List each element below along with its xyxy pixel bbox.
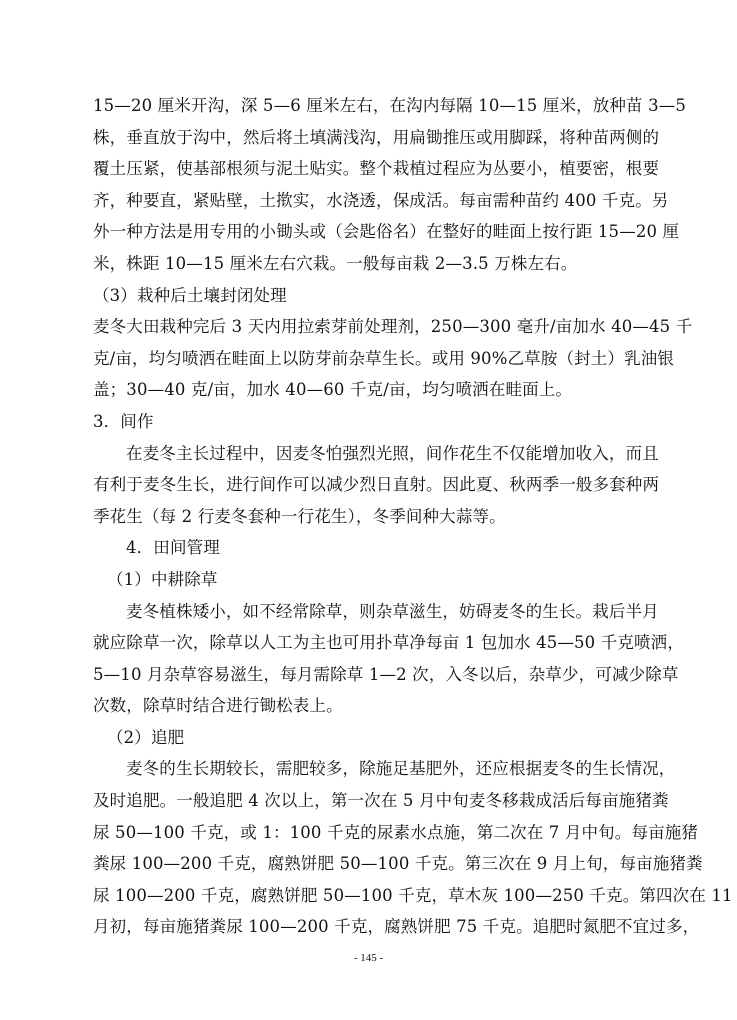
text-line: 外一种方法是用专用的小锄头或（会匙俗名）在整好的畦面上按行距 15—20 厘 <box>93 222 680 242</box>
text-line: 齐，种要直，紧贴壁，土揿实，水浇透，保成活。每亩需种苗约 400 千克。另 <box>93 190 669 210</box>
text-line: 盖；30—40 克/亩，加水 40—60 千克/亩，均匀喷洒在畦面上。 <box>93 380 573 400</box>
text-line: 麦冬的生长期较长，需肥较多，除施足基肥外，还应根据麦冬的生长情况， <box>126 759 676 779</box>
text-line: 次数，除草时结合进行锄松表上。 <box>93 696 343 716</box>
text-line: 及时追肥。一般追肥 4 次以上，第一次在 5 月中旬麦冬移栽成活后每亩施猪粪 <box>93 791 669 811</box>
section-heading: 3．间作 <box>93 411 154 431</box>
text-line: 月初，每亩施猪粪尿 100—200 千克，腐熟饼肥 75 千克。追肥时氮肥不宜过多， <box>93 917 700 937</box>
text-line: 5—10 月杂草容易滋生，每月需除草 1—2 次，入冬以后，杂草少，可减少除草 <box>93 664 679 684</box>
subsection-heading: （2）追肥 <box>107 727 185 747</box>
text-line: 麦冬植株矮小，如不经常除草，则杂草滋生，妨碍麦冬的生长。栽后半月 <box>126 601 659 621</box>
text-line: 尿 100—200 千克，腐熟饼肥 50—100 千克，草木灰 100—250 千克。第四次在 11 <box>93 885 733 905</box>
text-line: 15—20 厘米开沟，深 5—6 厘米左右，在沟内每隔 10—15 厘米，放种苗 3—5 <box>93 96 687 115</box>
text-line: 粪尿 100—200 千克，腐熟饼肥 50—100 千克。第三次在 9 月上旬，每亩施猪粪 <box>93 854 703 874</box>
text-line: 季花生（每 2 行麦冬套种一行花生），冬季间种大蒜等。 <box>93 506 506 526</box>
text-line: 克/亩，均匀喷洒在畦面上以防芽前杂草生长。或用 90%乙草胺（封土）乳油银 <box>93 348 675 368</box>
page-number: - 145 - <box>353 952 384 964</box>
text-line: 米，株距 10—15 厘米左右穴栽。一般每亩栽 2—3.5 万株左右。 <box>93 253 578 273</box>
text-line: 株，垂直放于沟中，然后将土填满浅沟，用扁锄推压或用脚踩，将种苗两侧的 <box>93 127 660 147</box>
text-line: 就应除草一次，除草以人工为主也可用扑草净每亩 1 包加水 45—50 千克喷洒， <box>93 633 684 653</box>
subsection-heading: （1）中耕除草 <box>107 569 218 589</box>
text-line: 有利于麦冬生长，进行间作可以减少烈日直射。因此夏、秋两季一般多套种两 <box>93 475 660 495</box>
section-heading: 4．田间管理 <box>126 538 220 558</box>
text-line: 在麦冬主长过程中，因麦冬怕强烈光照，间作花生不仅能增加收入，而且 <box>126 443 659 463</box>
text-line: 尿 50—100 千克，或 1：100 千克的尿素水点施，第二次在 7 月中旬。每亩施猪 <box>93 822 699 842</box>
body-text <box>93 90 733 943</box>
text-line: 麦冬大田栽种完后 3 天内用拉索芽前处理剂，250—300 毫升/亩加水 40—45 千 <box>93 317 693 337</box>
section-heading: （3）栽种后土壤封闭处理 <box>93 285 287 305</box>
text-line: 覆土压紧，使基部根须与泥土贴实。整个栽植过程应为丛要小，植要密，根要 <box>93 159 660 179</box>
